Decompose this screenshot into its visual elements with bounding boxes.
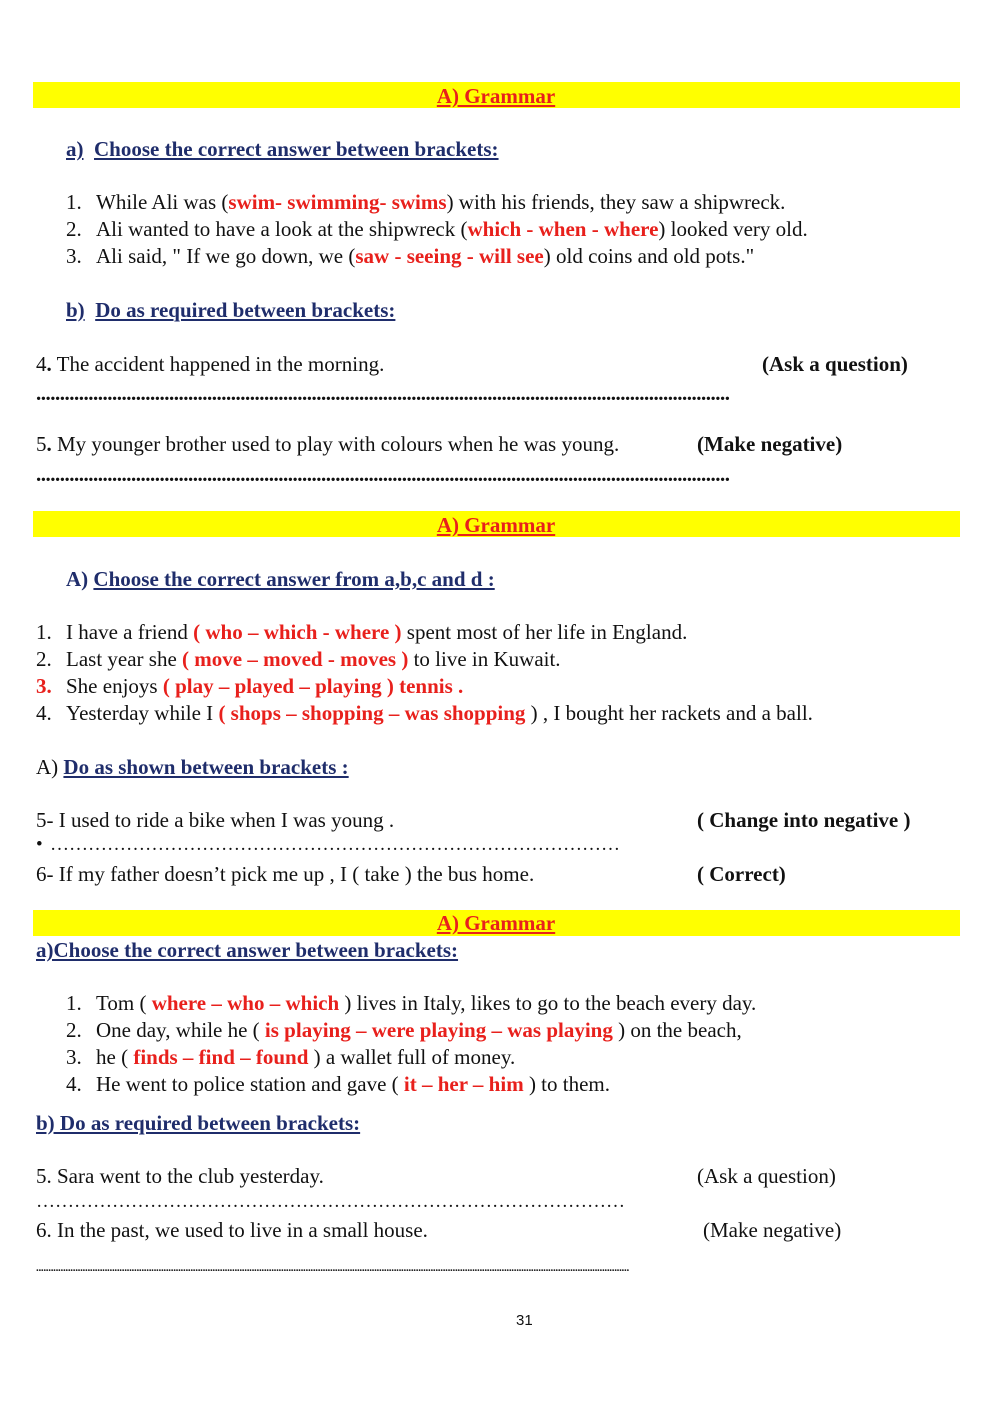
section2-part-b-heading: A) Do as shown between brackets : [36, 755, 349, 779]
section1-question-5-instruction: (Make negative) [697, 432, 843, 456]
list-item: 1. Tom ( where – who – which ) lives in Italy, likes to go to the beach every day. [66, 991, 757, 1015]
section2-question-5-instruction: ( Change into negative ) [697, 808, 911, 832]
list-item: 3. Ali said, " If we go down, we (saw - seeing - will see) old coins and old pots." [66, 244, 755, 268]
section2-question-6-instruction: ( Correct) [697, 862, 786, 886]
list-item: 3. She enjoys ( play – played – playing ) tennis . [36, 674, 464, 698]
section1-answer-line-5[interactable]: .................................................................................................................................................. [36, 462, 730, 486]
section2-answer-line[interactable]: ……………………………………………………………………………… [50, 834, 620, 855]
section1-answer-line-4[interactable]: .................................................................................................................................................. [36, 381, 730, 405]
section3-question-5: 5. Sara went to the club yesterday. [36, 1164, 324, 1188]
section3-part-a-heading: a)Choose the correct answer between brackets: [36, 938, 459, 962]
list-item: 2. One day, while he ( is playing – were playing – was playing ) on the beach, [66, 1018, 742, 1042]
section3-question-6-instruction: (Make negative) [703, 1218, 842, 1242]
section3-title: A) Grammar [436, 911, 556, 935]
section1-part-b-letter: b) [66, 298, 85, 322]
list-item: 3. he ( finds – find – found ) a wallet full of money. [66, 1045, 516, 1069]
section1-question-4-instruction: (Ask a question) [762, 352, 908, 376]
section1-part-b-heading [66, 298, 395, 323]
page-number: 31 [516, 1312, 533, 1329]
list-item: 4. He went to police station and gave ( it – her – him ) to them. [66, 1072, 611, 1096]
section1-question-5: 5. My younger brother used to play with colours when he was young. [36, 432, 620, 456]
section1-title: A) Grammar [436, 84, 556, 108]
section3-answer-line-5[interactable]: ………………………………………………………………………………… [36, 1191, 625, 1212]
section2-title: A) Grammar [436, 513, 556, 537]
section2-question-6: 6- If my father doesn’t pick me up , I ( take ) the bus home. [36, 862, 535, 886]
section3-part-b-heading: b) Do as required between brackets: [36, 1111, 361, 1135]
section2-answer-bullet: • [36, 834, 43, 855]
list-item: 4. Yesterday while I ( shops – shopping – was shopping ) , I bought her rackets and a ball. [36, 701, 813, 725]
list-item: 1. I have a friend ( who – which - where ) spent most of her life in England. [36, 620, 688, 644]
section1-question-4: 4. The accident happened in the morning. [36, 352, 385, 376]
section1-part-b-text: Do as required between brackets: [95, 298, 396, 322]
section2-question-5: 5- I used to ride a bike when I was young . [36, 808, 395, 832]
section1-part-a-heading [66, 137, 499, 162]
section1-part-a-text: Choose the correct answer between brackets: [94, 137, 499, 161]
section1-part-a-letter: a) [66, 137, 84, 161]
section3-question-5-instruction: (Ask a question) [697, 1164, 836, 1188]
list-item: 1. While Ali was (swim- swimming- swims) with his friends, they saw a shipwreck. [66, 190, 786, 214]
section2-part-a-heading: A) Choose the correct answer from a,b,c and d : [66, 567, 495, 591]
list-item: 2. Last year she ( move – moved - moves ) to live in Kuwait. [36, 647, 561, 671]
list-item: 2. Ali wanted to have a look at the shipwreck (which - when - where) looked very old. [66, 217, 808, 241]
section3-question-6: 6. In the past, we used to live in a small house. [36, 1218, 428, 1242]
section3-answer-line-6[interactable]: .................................................................................................................................................................................................................................................. [36, 1262, 629, 1274]
